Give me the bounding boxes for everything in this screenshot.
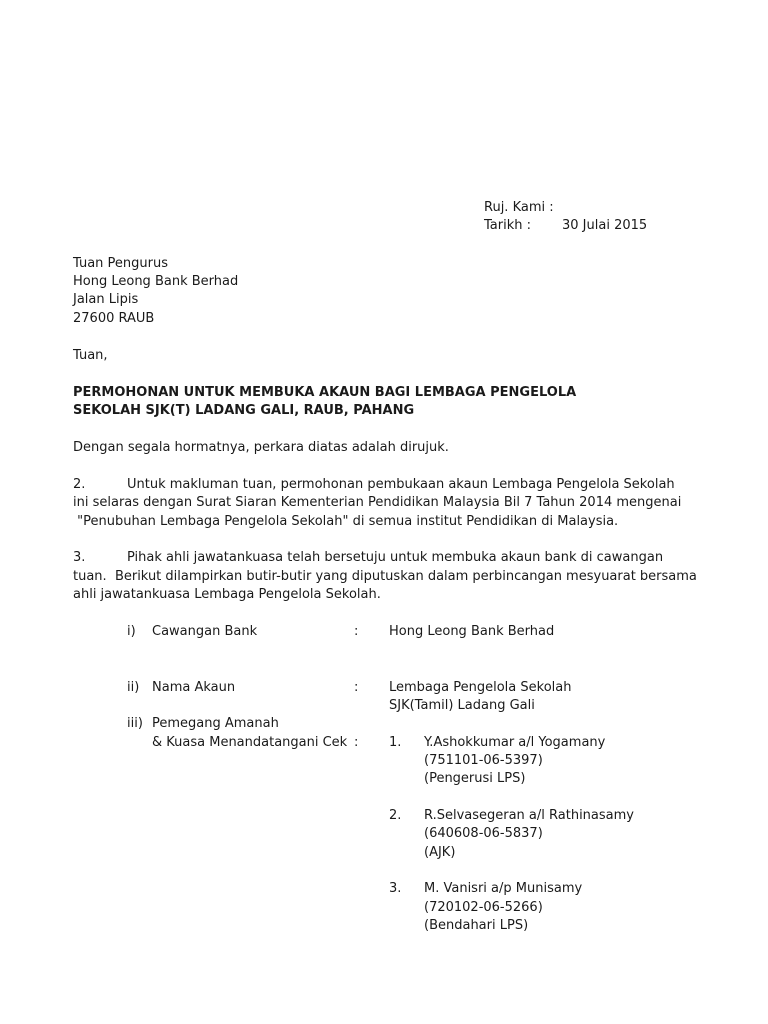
recipient-line: Hong Leong Bank Berhad	[73, 274, 239, 289]
para2-line: Untuk makluman tuan, permohonan pembukaan akaun Lembaga Pengelola Sekolah	[127, 477, 675, 492]
para2-number: 2.	[73, 477, 86, 492]
signatory-name: Y.Ashokkumar a/l Yogamany	[424, 735, 606, 750]
recipient-line: Tuan Pengurus	[73, 256, 169, 271]
signatory-ic: (640608-06-5837)	[424, 826, 543, 841]
signatory-name: R.Selvasegeran a/l Rathinasamy	[424, 808, 634, 823]
opening-sentence: Dengan segala hormatnya, perkara diatas adalah dirujuk.	[73, 440, 449, 455]
tarikh-label: Tarikh :	[484, 218, 531, 233]
item-ii-label: Nama Akaun	[152, 680, 236, 695]
subject-line: PERMOHONAN UNTUK MEMBUKA AKAUN BAGI LEMBAGA PENGELOLA	[73, 385, 577, 400]
signatory-role: (Pengerusi LPS)	[424, 771, 526, 786]
item-iii-label: & Kuasa Menandatangani Cek	[152, 735, 348, 750]
item-ii-colon: :	[354, 680, 359, 695]
subject-line: SEKOLAH SJK(T) LADANG GALI, RAUB, PAHANG	[73, 403, 415, 418]
para3-line: Pihak ahli jawatankuasa telah bersetuju untuk membuka akaun bank di cawangan	[127, 550, 664, 565]
recipient-line: 27600 RAUB	[73, 311, 155, 326]
signatory-number: 1.	[389, 735, 402, 750]
recipient-line: Jalan Lipis	[73, 292, 139, 307]
signatory-role: (AJK)	[424, 845, 456, 860]
signatory-role: (Bendahari LPS)	[424, 918, 529, 933]
item-ii-value: SJK(Tamil) Ladang Gali	[389, 698, 535, 713]
item-i-colon: :	[354, 624, 359, 639]
salutation: Tuan,	[73, 348, 108, 363]
signatory-number: 3.	[389, 881, 402, 896]
para3-line: tuan. Berikut dilampirkan butir-butir yang diputuskan dalam perbincangan mesyuarat bersama	[73, 569, 697, 584]
para2-line: "Penubuhan Lembaga Pengelola Sekolah" di semua institut Pendidikan di Malaysia.	[73, 514, 619, 529]
signatory-ic: (751101-06-5397)	[424, 753, 543, 768]
item-i-number: i)	[127, 624, 136, 639]
para2-line: ini selaras dengan Surat Siaran Kementerian Pendidikan Malaysia Bil 7 Tahun 2014 mengenai	[73, 495, 682, 510]
item-ii-number: ii)	[127, 680, 140, 695]
item-iii-colon: :	[354, 735, 359, 750]
item-i-label: Cawangan Bank	[152, 624, 258, 639]
signatory-name: M. Vanisri a/p Munisamy	[424, 881, 583, 896]
para3-line: ahli jawatankuasa Lembaga Pengelola Sekolah.	[73, 587, 381, 602]
ruj-kami-label: Ruj. Kami :	[484, 200, 554, 215]
signatory-number: 2.	[389, 808, 402, 823]
para3-number: 3.	[73, 550, 86, 565]
tarikh-value: 30 Julai 2015	[562, 218, 648, 233]
signatory-ic: (720102-06-5266)	[424, 900, 543, 915]
item-ii-value: Lembaga Pengelola Sekolah	[389, 680, 572, 695]
item-iii-number: iii)	[127, 716, 143, 731]
item-iii-label: Pemegang Amanah	[152, 716, 279, 731]
item-i-value: Hong Leong Bank Berhad	[389, 624, 555, 639]
